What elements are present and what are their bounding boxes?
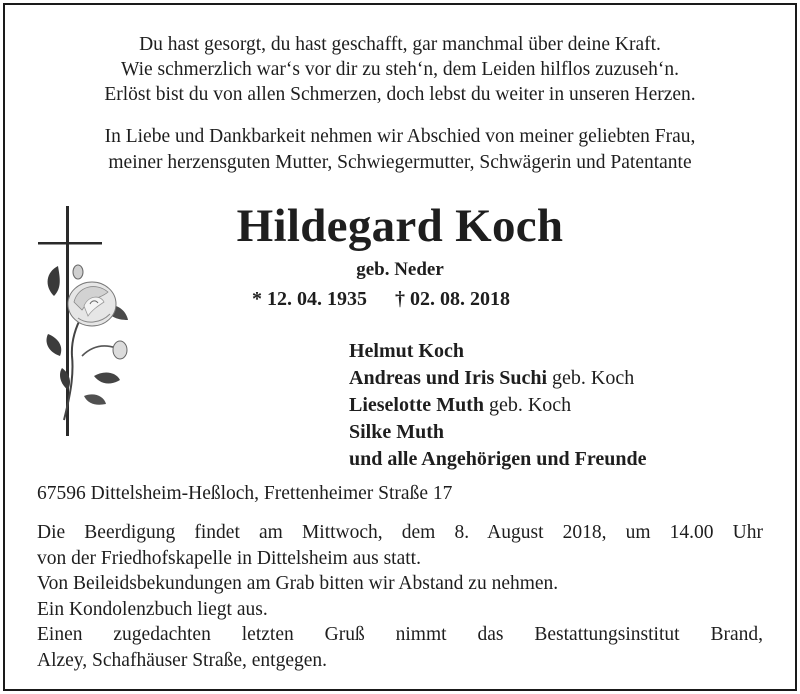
deceased-name: Hildegard Koch (236, 200, 564, 252)
mourner-name: Helmut Koch (349, 340, 464, 362)
notice-line: Einen zugedachten letzten Gruß nimmt das Bestattungsinstitut Brand, (37, 624, 763, 645)
mourner-name: und alle Angehörigen und Freunde (349, 448, 647, 470)
mourner-entry (349, 446, 646, 473)
poem-line: Wie schmerzlich war‘s vor dir zu steh‘n, dem Leiden hilflos zuzuseh‘n. (120, 59, 680, 80)
notice-line: Ein Kondolenzbuch liegt aus. (37, 598, 268, 620)
mourner-suffix: geb. Koch (547, 367, 635, 389)
notice-line: Die Beerdigung findet am Mittwoch, dem 8. August 2018, um 14.00 Uhr (37, 522, 763, 543)
mourner-entry (349, 392, 646, 419)
mourner-entry (349, 338, 646, 365)
birth-date: * 12. 04. 1935 (252, 288, 367, 310)
intro-line: meiner herzensguten Mutter, Schwiegermutter, Schwägerin und Patentante (108, 152, 692, 173)
life-dates (252, 286, 510, 312)
poem-verse (0, 32, 800, 107)
notice-line: Alzey, Schafhäuser Straße, entgegen. (37, 649, 328, 671)
intro-text (0, 124, 800, 176)
family-address: 67596 Dittelsheim-Heßloch, Frettenheimer Straße 17 (37, 483, 453, 504)
funeral-notice (37, 520, 763, 673)
mourner-entry (349, 419, 646, 446)
mourner-name: Silke Muth (349, 421, 445, 443)
notice-line: Von Beileidsbekundungen am Grab bitten wir Abstand zu nehmen. (37, 573, 559, 594)
mourner-suffix: geb. Koch (483, 394, 572, 416)
poem-line: Erlöst bist du von allen Schmerzen, doch lebst du weiter in unseren Herzen. (104, 84, 696, 105)
maiden-name: geb. Neder (356, 259, 444, 280)
mourner-entry (349, 365, 646, 392)
death-date: † 02. 08. 2018 (395, 288, 510, 310)
poem-line: Du hast gesorgt, du hast geschafft, gar manchmal über deine Kraft. (139, 34, 661, 55)
mourners-list (349, 338, 646, 473)
notice-line: von der Friedhofskapelle in Dittelsheim aus statt. (37, 547, 421, 569)
mourner-name: Andreas und Iris Suchi (349, 367, 548, 389)
intro-line: In Liebe und Dankbarkeit nehmen wir Abschied von meiner geliebten Frau, (104, 126, 696, 147)
mourner-name: Lieselotte Muth (349, 394, 484, 416)
